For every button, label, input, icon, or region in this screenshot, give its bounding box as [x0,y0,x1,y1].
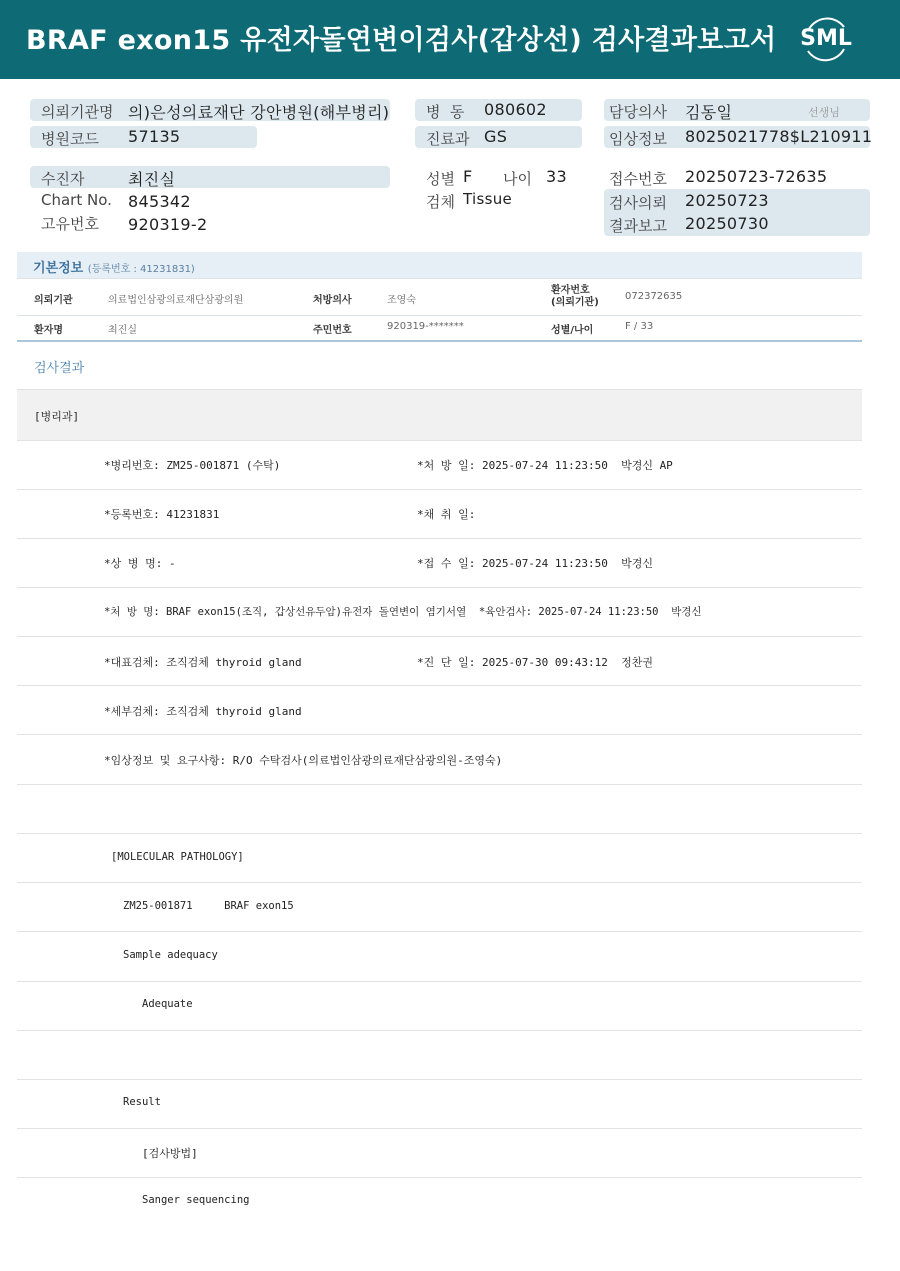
chart-label: Chart No. [41,191,112,209]
divider [17,489,862,490]
specimen-value: Tissue [463,190,513,208]
divider [17,931,862,932]
divider [17,1128,862,1129]
basic-info-bar [17,252,862,278]
receipt-value: 20250723-72635 [685,167,828,186]
patient-label: 수진자 [41,170,85,188]
age-label: 나이 [503,170,532,188]
unique-label: 고유번호 [41,215,99,233]
divider [17,440,862,441]
logo-text: SML [800,26,852,51]
report-header [0,0,900,79]
divider [17,882,862,883]
info-label: 의뢰기관 [34,295,73,306]
info-label: 성별/나이 [551,325,594,336]
divider [17,1030,862,1031]
patient-value: 최진실 [128,170,176,189]
receipt-label: 접수번호 [609,170,667,188]
institution-value: 의)은성의료재단 강안병원(해부병리) [128,103,390,122]
doctor-value: 김동일 [685,103,733,122]
chart-value: 845342 [128,192,191,211]
molecular-case: ZM25-001871 BRAF exon15 [123,900,294,912]
divider [17,587,862,588]
info-value: 최진실 [108,325,137,336]
result-line-right: *처 방 일: 2025-07-24 11:23:50 박경신 AP [417,459,673,472]
doctor-suffix: 선생님 [808,106,840,119]
divider [17,734,862,735]
dept-label: 진료과 [426,130,470,148]
result-line-right: *채 취 일: [417,508,476,521]
adequacy-label: Sample adequacy [123,949,218,961]
age-value: 33 [546,167,567,186]
hospital-code-label: 병원코드 [41,130,99,148]
request-value: 20250723 [685,191,769,210]
divider [17,340,862,342]
result-line-left: *임상정보 및 요구사항: R/O 수탁검사(의료법인삼광의료재단삼광의원-조영숙) [104,754,503,767]
divider [17,538,862,539]
hospital-code-value: 57135 [128,127,181,146]
result-line-left: *대표검체: 조직검체 thyroid gland [104,656,302,669]
info-value: 072372635 [625,291,683,302]
divider [17,1079,862,1080]
molecular-heading: [MOLECULAR PATHOLOGY] [111,851,244,863]
adequacy-value: Adequate [142,998,193,1010]
report-title: BRAF exon15 유전자돌연변이검사(갑상선) 검사결과보고서 [26,25,777,56]
basic-info-title-text: 기본정보 [33,261,84,276]
result-line-right: *접 수 일: 2025-07-24 11:23:50 박경신 [417,557,653,570]
divider [17,315,862,316]
result-label: Result [123,1096,161,1108]
result-line-left: *등록번호: 41231831 [104,508,220,521]
info-value: F / 33 [625,321,654,332]
sml-logo [800,13,852,65]
basic-info-title [33,257,195,276]
basic-info-reg-no: (등록번호 : 41231831) [87,264,195,275]
divider [17,636,862,637]
request-label: 검사의뢰 [609,194,667,212]
info-value: 의료법인삼광의료재단삼광의원 [108,295,244,306]
doctor-label: 담당의사 [609,103,667,121]
dept-bar [17,390,862,440]
info-value: 조영숙 [387,295,416,306]
sex-label: 성별 [426,170,455,188]
divider [17,833,862,834]
dept-label: [병리과] [34,410,80,423]
specimen-label: 검체 [426,193,455,211]
divider [17,1177,862,1178]
report-label: 결과보고 [609,217,667,235]
divider [17,981,862,982]
info-value: 920319-******* [387,321,464,332]
dept-value: GS [484,127,508,146]
results-section-title: 검사결과 [34,361,85,376]
divider [17,685,862,686]
clinical-value: 8025021778$L210911 [685,127,873,146]
divider [17,784,862,785]
result-line-right: *진 단 일: 2025-07-30 09:43:12 정찬권 [417,656,653,669]
result-line-left: *상 병 명: - [104,557,176,570]
info-label: 환자번호 (의뢰기관) [551,285,599,308]
clinical-label: 임상정보 [609,130,667,148]
info-label: 환자명 [34,325,63,336]
divider [17,278,862,279]
sex-value: F [463,167,473,186]
info-label: 처방의사 [313,295,352,306]
result-line-left: *병리번호: ZM25-001871 (수탁) [104,459,281,472]
method-label: [검사방법] [142,1147,198,1160]
unique-value: 920319-2 [128,215,208,234]
report-value: 20250730 [685,214,769,233]
institution-label: 의뢰기관명 [41,103,114,121]
result-line-left: *세부검체: 조직검체 thyroid gland [104,705,302,718]
ward-value: 080602 [484,100,547,119]
divider [17,389,862,390]
method-value: Sanger sequencing [142,1194,250,1206]
result-line-left: *처 방 명: BRAF exon15(조직, 갑상선유두암)유전자 돌연변이 염기서열 *육안검사: 2025-07-24 11:23:50 박경신 [104,606,702,618]
info-label: 주민번호 [313,325,352,336]
ward-label: 병 동 [426,103,465,121]
